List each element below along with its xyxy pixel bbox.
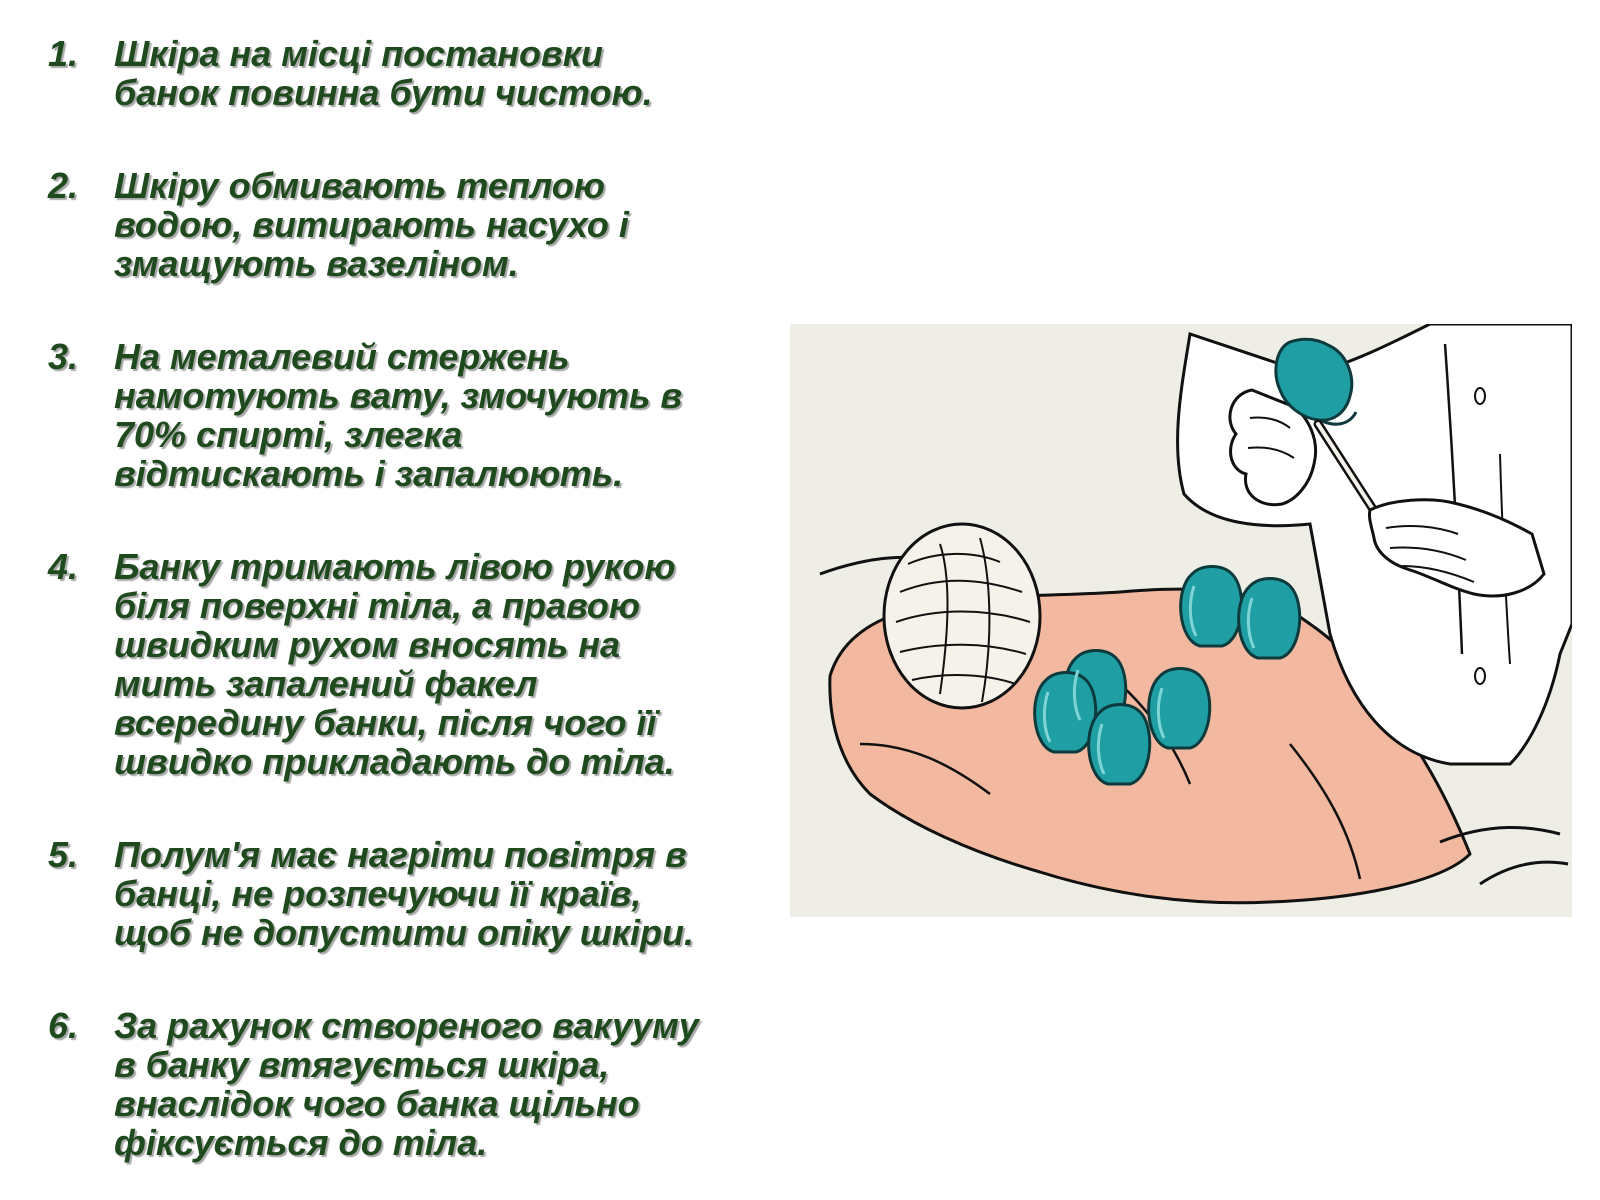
step-number: 6. <box>48 1005 79 1046</box>
step-number: 4. <box>48 546 79 587</box>
step-text: Шкіра на місці постановки банок повинна бути чистою. <box>114 33 653 113</box>
patient-head <box>884 524 1040 708</box>
step-1 <box>48 34 788 112</box>
step-4 <box>48 547 788 781</box>
step-text: Полум'я має нагріти повітря в банці, не розпечуючи її країв, щоб не допустити опіку шкіри. <box>114 834 695 953</box>
step-number: 1. <box>48 33 79 74</box>
step-text: Банку тримають лівою рукою біля поверхні тіла, а правою швидким рухом вносять на мить запалений факел всередину банки, після чого її швидко прикладають до тіла. <box>114 546 676 782</box>
step-text: На металевий стержень намотують вату, змочують в 70% спирті, злегка відтискають і запалюють. <box>114 336 683 494</box>
step-3 <box>48 337 788 493</box>
cupping-therapy-icon <box>790 324 1572 917</box>
step-text: За рахунок створеного вакууму в банку втягується шкіра, внаслідок чого банка щільно фіксується до тіла. <box>114 1005 699 1163</box>
step-2 <box>48 166 788 283</box>
step-number: 3. <box>48 336 79 377</box>
step-number: 5. <box>48 834 79 875</box>
cupping-therapy-illustration <box>790 324 1572 917</box>
step-6 <box>48 1006 788 1162</box>
procedure-steps-list <box>48 34 788 1162</box>
step-number: 2. <box>48 165 79 206</box>
step-5 <box>48 835 788 952</box>
step-text: Шкіру обмивають теплою водою, витирають насухо і змащують вазеліном. <box>114 165 629 284</box>
